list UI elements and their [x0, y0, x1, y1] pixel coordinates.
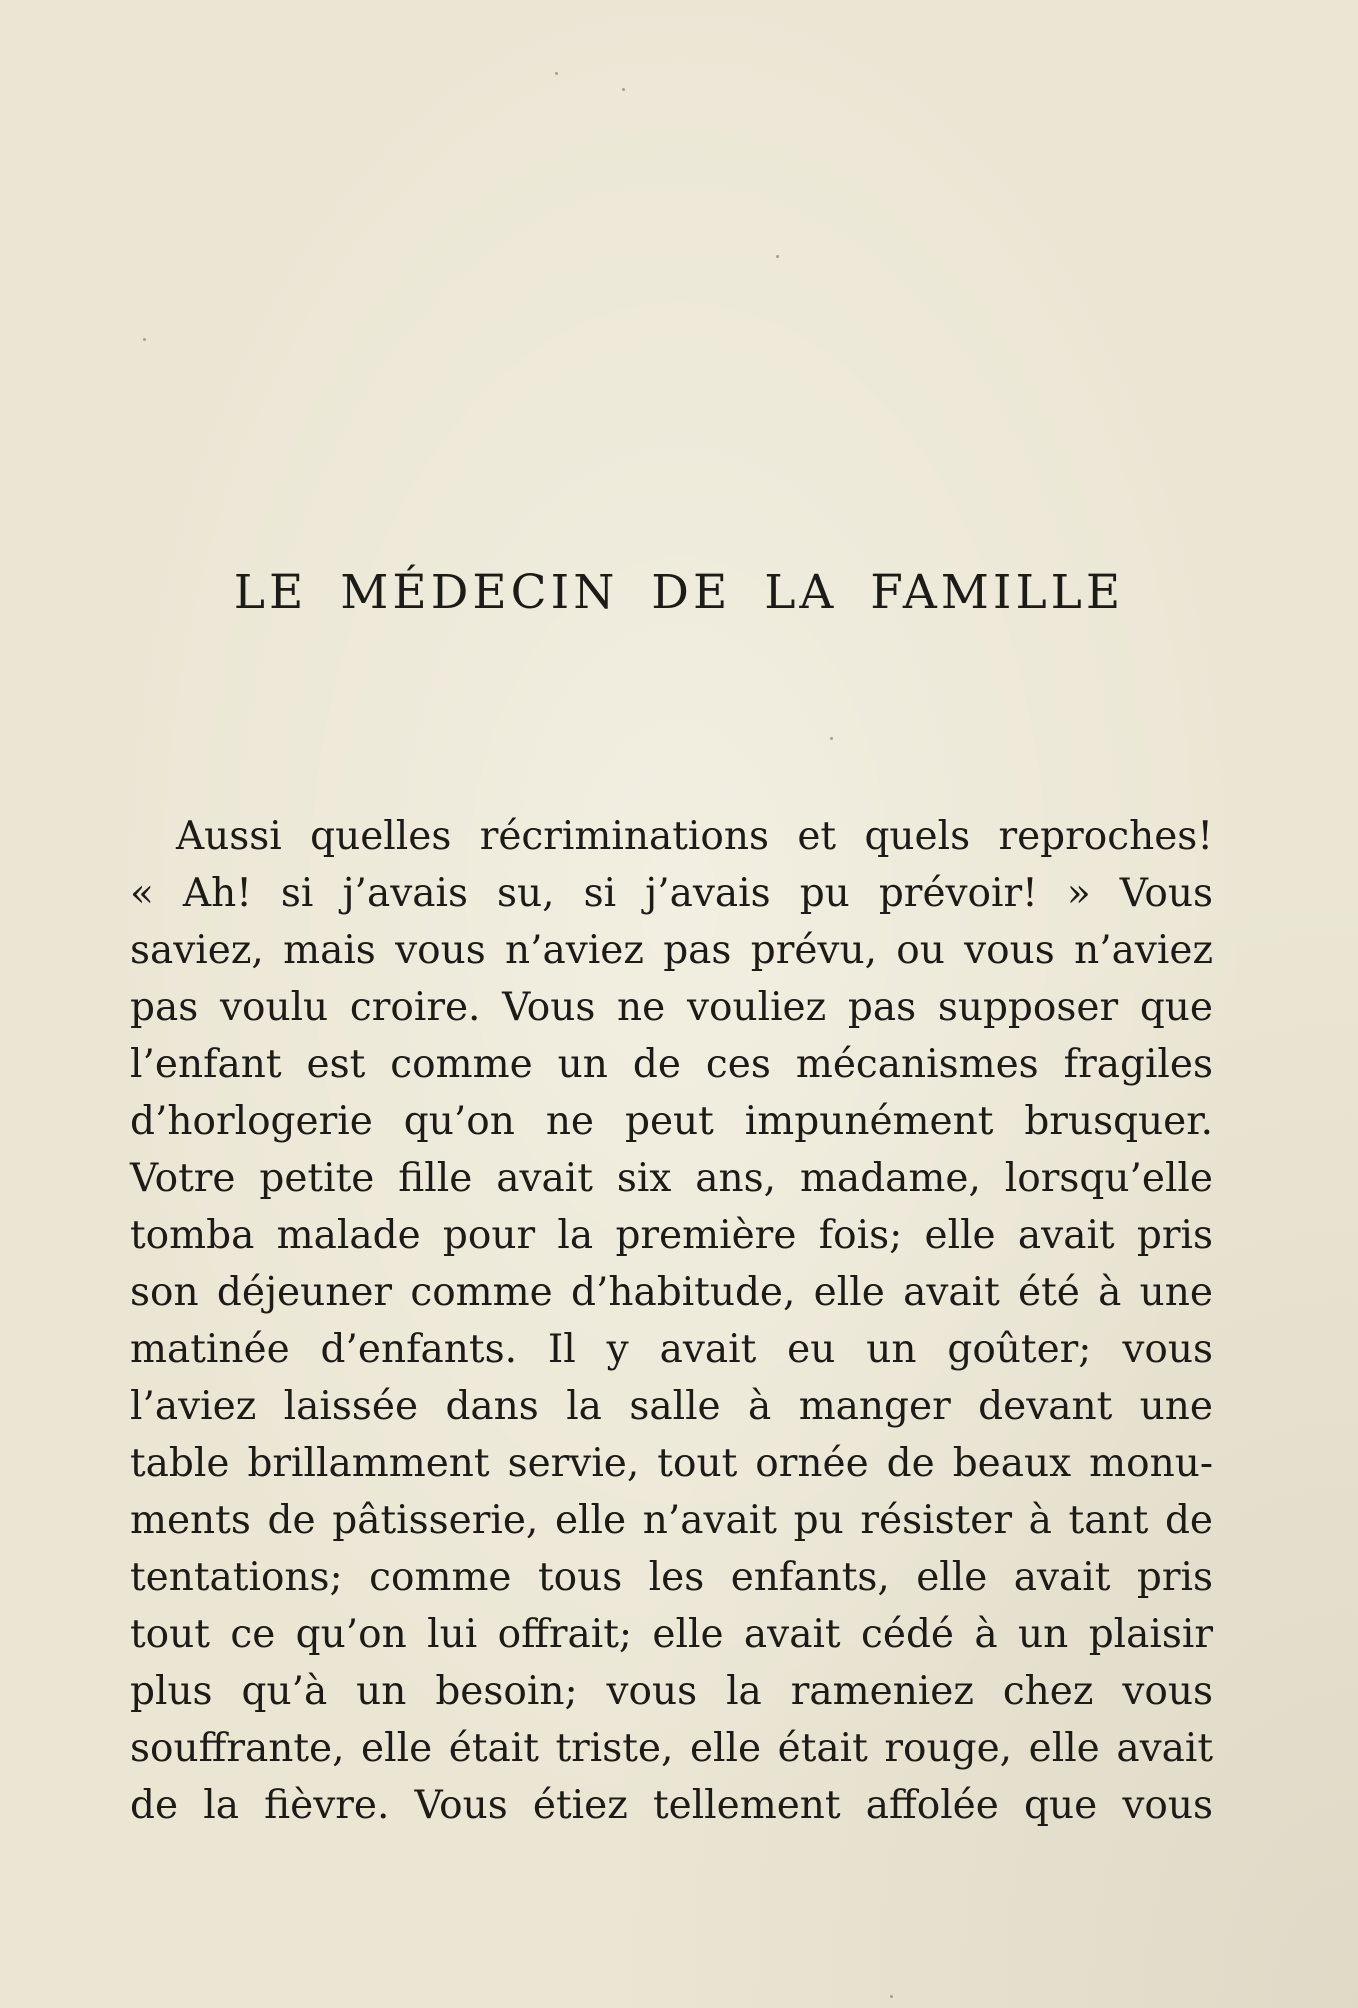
- chapter-title: LE MÉDECIN DE LA FAMILLE: [233, 565, 1125, 620]
- paper-speck: [143, 338, 146, 341]
- text-line: de la fièvre. Vous étiez tellement affolée que vous: [130, 1783, 1213, 1828]
- text-line: tomba malade pour la première fois; elle avait pris: [130, 1213, 1213, 1258]
- text-line: l’enfant est comme un de ces mécanismes fragiles: [130, 1042, 1213, 1087]
- paper-speck: [830, 737, 833, 740]
- text-line: ments de pâtisserie, elle n’avait pu résister à tant de: [130, 1498, 1213, 1543]
- text-line: saviez, mais vous n’aviez pas prévu, ou vous n’aviez: [130, 928, 1213, 973]
- body-text: [130, 808, 1213, 1834]
- text-line: son déjeuner comme d’habitude, elle avait été à une: [130, 1270, 1213, 1315]
- text-line: « Ah! si j’avais su, si j’avais pu prévoir! » Vous: [130, 871, 1213, 916]
- text-line: souffrante, elle était triste, elle était rouge, elle avait: [130, 1726, 1213, 1771]
- paper-speck: [890, 1995, 893, 1998]
- paper-speck: [776, 255, 779, 258]
- text-line: Votre petite fille avait six ans, madame, lorsqu’elle: [130, 1156, 1213, 1201]
- text-line: d’horlogerie qu’on ne peut impunément brusquer.: [130, 1099, 1213, 1144]
- paper-speck: [555, 72, 558, 75]
- text-line: pas voulu croire. Vous ne vouliez pas supposer que: [130, 985, 1213, 1030]
- text-line: table brillamment servie, tout ornée de beaux monu-: [130, 1441, 1213, 1486]
- text-line: tout ce qu’on lui offrait; elle avait cédé à un plaisir: [130, 1612, 1213, 1657]
- text-line: tentations; comme tous les enfants, elle avait pris: [130, 1555, 1213, 1600]
- text-line: Aussi quelles récriminations et quels reproches!: [176, 814, 1213, 859]
- text-line: plus qu’à un besoin; vous la rameniez chez vous: [130, 1669, 1213, 1714]
- text-line: l’aviez laissée dans la salle à manger devant une: [130, 1384, 1213, 1429]
- text-line: matinée d’enfants. Il y avait eu un goûter; vous: [130, 1327, 1213, 1372]
- paper-speck: [622, 88, 625, 91]
